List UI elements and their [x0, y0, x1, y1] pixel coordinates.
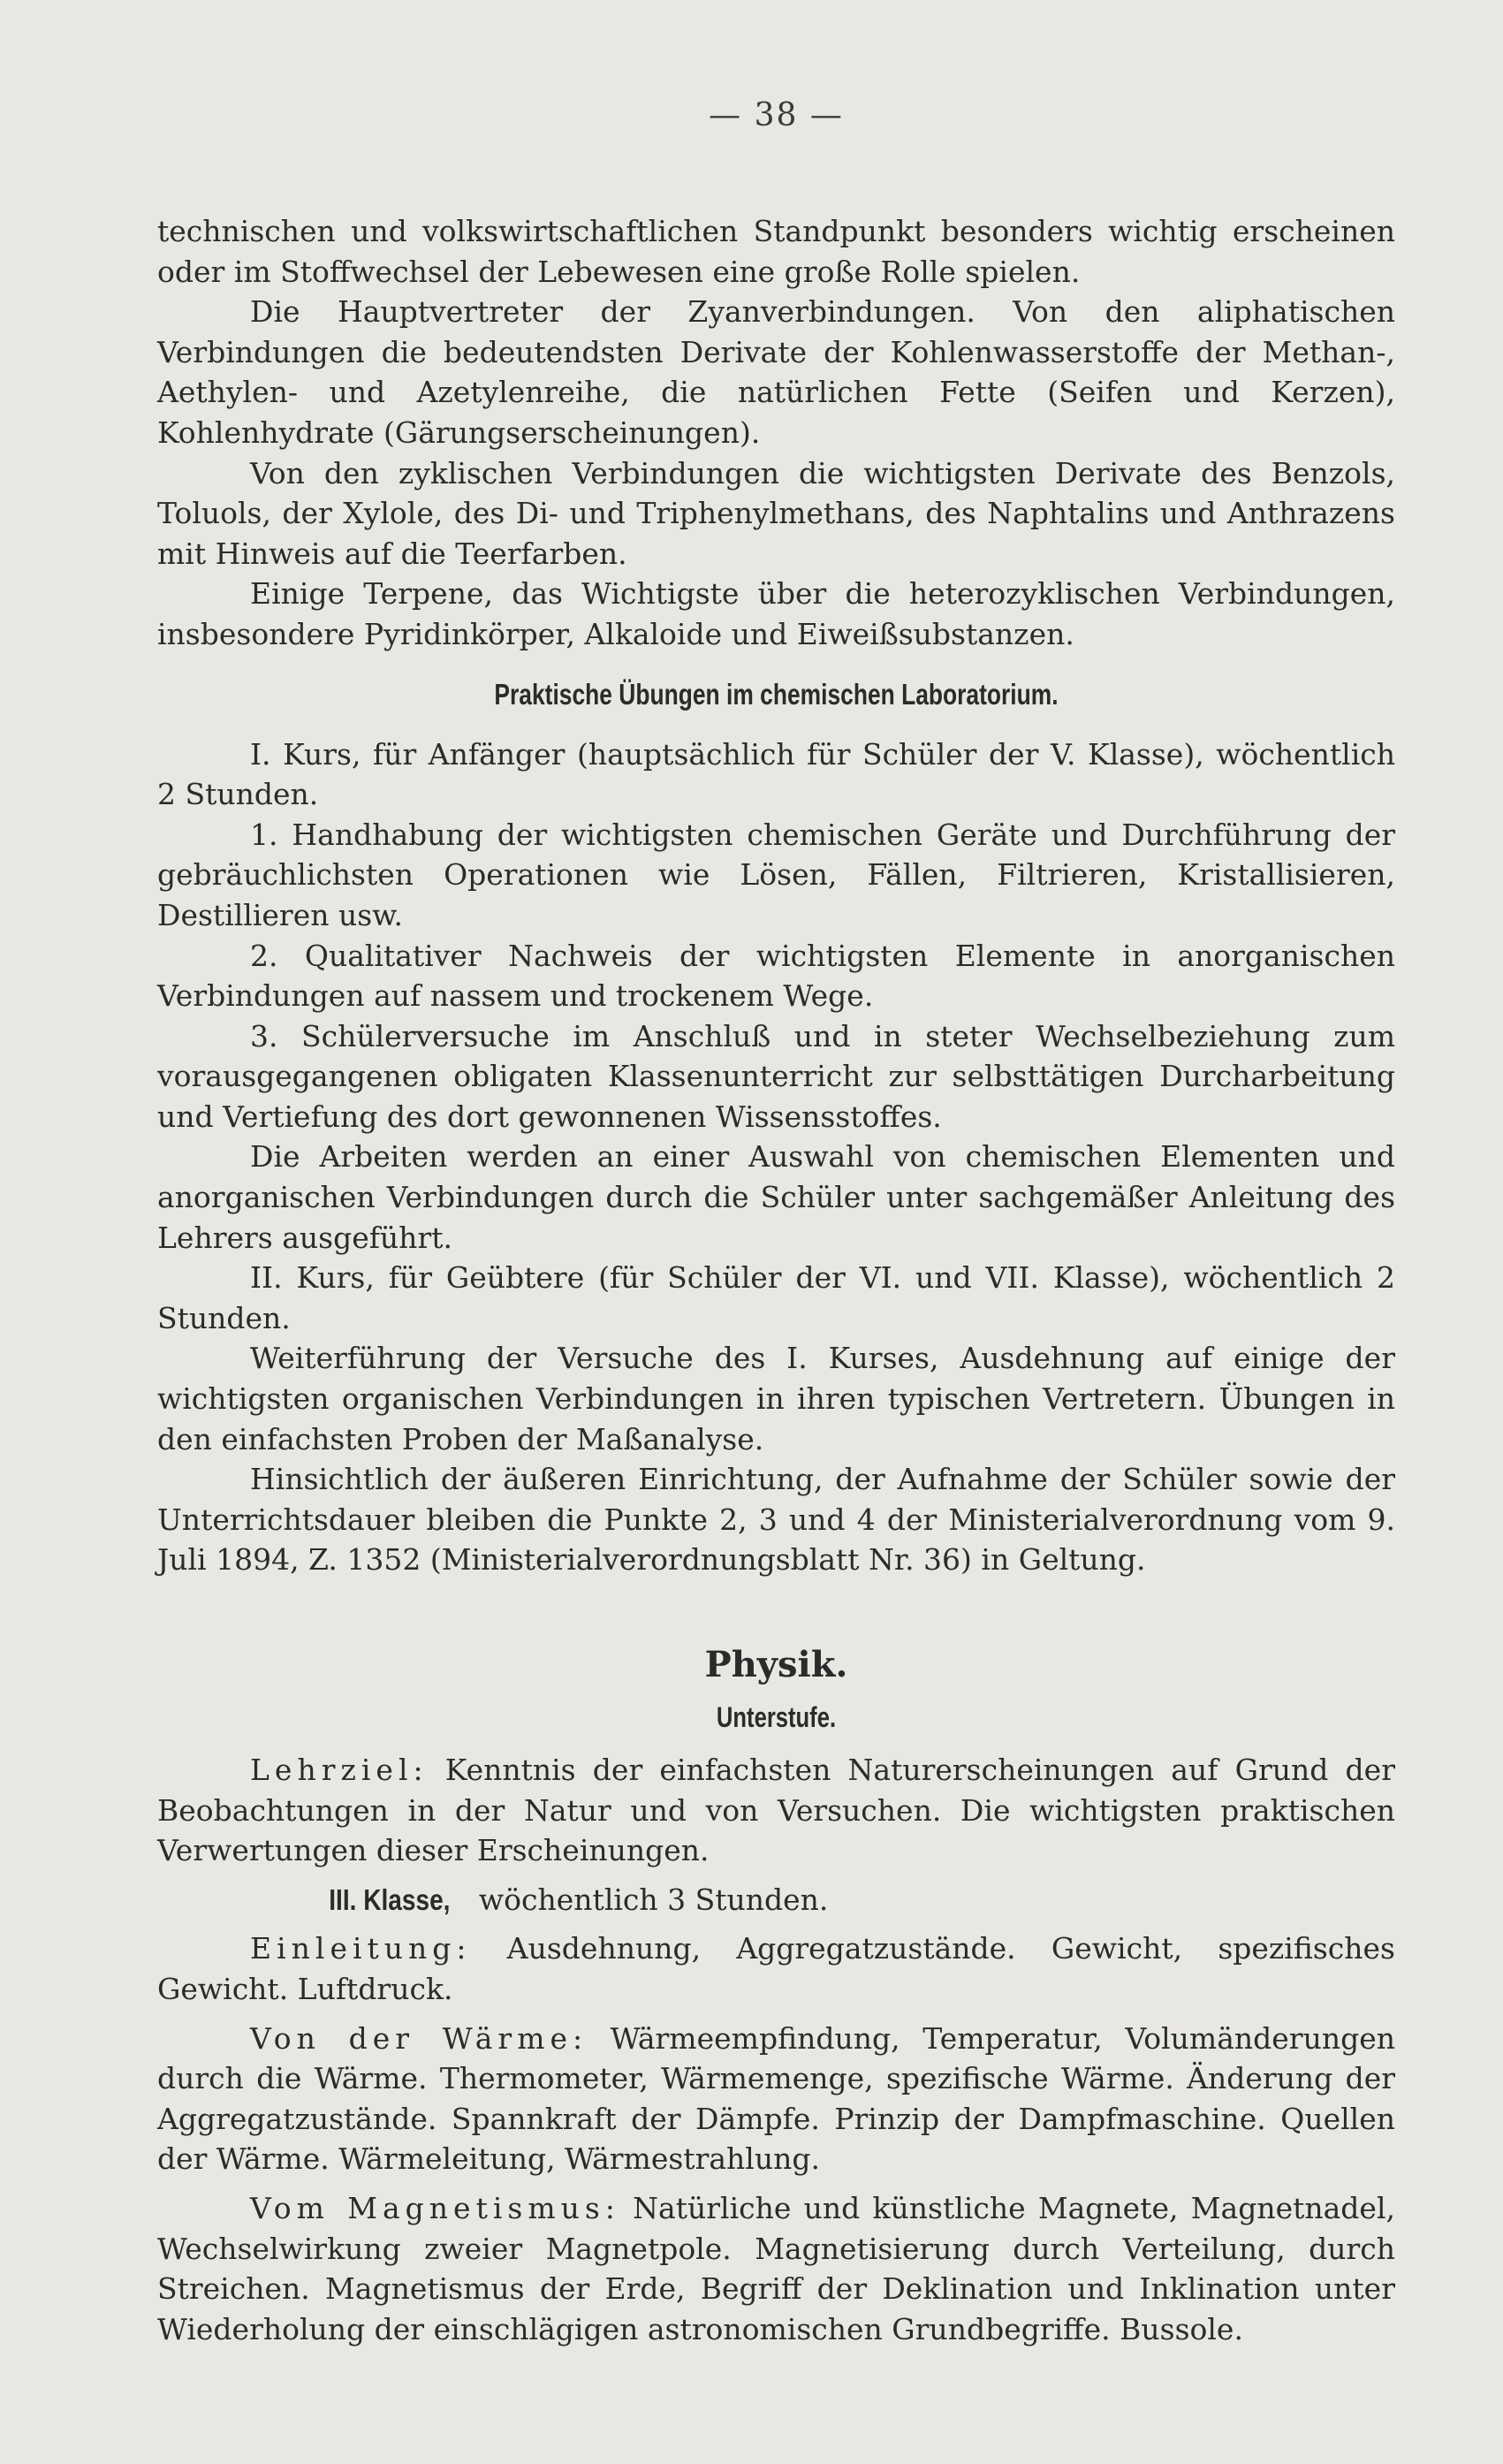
subheading-unterstufe: Unterstufe. [716, 1701, 837, 1733]
paragraph-magnetismus [157, 2188, 1395, 2349]
paragraph-class-iii [157, 1880, 1395, 1920]
paragraph-item-1: 1. Handhabung der wichtigsten chemischen Geräte und Durchführung der gebräuchlichsten Operationen wie Lösen, Fällen, Filtrieren, Kristallisieren, Destillieren usw. [157, 817, 1395, 932]
text-class-iii: wöchentlich 3 Stunden. [469, 1882, 829, 1917]
label-class-iii: III. Klasse, [329, 1882, 451, 1916]
paragraph-item-3: 3. Schülerversuche im Anschluß und in steter Wechselbeziehung zum vorausgegangenen obligaten Klassenunterricht zur selbsttätigen Durcharbeitung und Vertiefung des dort gewonnenen Wissensstoffes. [157, 1018, 1395, 1134]
paragraph-lehrziel [157, 1750, 1395, 1871]
paragraph-work: Die Arbeiten werden an einer Auswahl von chemischen Elementen und anorganischen Verbindungen durch die Schüler unter sachgemäßer Anleitung des Lehrers ausgeführt. [157, 1139, 1395, 1255]
paragraph-regulation: Hinsichtlich der äußeren Einrichtung, der Aufnahme der Schüler sowie der Unterrichtsdauer bleiben die Punkte 2, 3 und 4 der Ministerialverordnung vom 9. Juli 1894, Z. 1352 (Ministerialverordnungsblatt Nr. 36) in Geltung. [157, 1462, 1395, 1578]
page-number: — 38 — [709, 97, 844, 133]
paragraph-zyklische-verbindungen: Von den zyklischen Verbindungen die wichtigsten Derivate des Benzols, Toluols, der Xylole, des Di- und Triphenylmethans, des Naphtalins und Anthrazens mit Hinweis auf die Teerfarben. [157, 455, 1395, 571]
text-waerme: Wärmeempfindung, Temperatur, Volumänderungen durch die Wärme. Thermometer, Wärmemenge, spezifische Wärme. Änderung der Aggregatzustände. Spannkraft der Dämpfe. Prinzip der Dampfmaschine. Quellen der Wärme. Wärmeleitung, Wärmestrahlung. [157, 2020, 1395, 2177]
label-waerme: Von der Wärme: [250, 2020, 588, 2056]
label-magnetismus: Vom Magnetismus: [250, 2190, 620, 2225]
text-einleitung: Ausdehnung, Aggregatzustände. Gewicht, spezifisches Gewicht. Luftdruck. [157, 1931, 1395, 2006]
paragraph-course-2: II. Kurs, für Geübtere (für Schüler der VI. und VII. Klasse), wöchentlich 2 Stunden. [157, 1260, 1395, 1335]
text-magnetismus: Natürliche und künstliche Magnete, Magnetnadel, Wechselwirkung zweier Magnetpole. Magnetisierung durch Verteilung, durch Streichen. Magnetismus der Erde, Begriff der Deklination und Inklination unter Wiederholung der einschlägigen astronomischen Grundbegriffe. Bussole. [157, 2190, 1396, 2346]
paragraph-course-1: I. Kurs, für Anfänger (hauptsächlich für Schüler der V. Klasse), wöchentlich 2 Stunden. [157, 736, 1395, 812]
paragraph-continuation: technischen und volkswirtschaftlichen Standpunkt besonders wichtig erscheinen oder im Stoffwechsel der Lebewesen eine große Rolle spielen. [157, 214, 1395, 289]
section-heading-practical-exercises: Praktische Übungen im chemischen Laboratorium. [494, 677, 1059, 711]
paragraph-waerme [157, 2019, 1395, 2179]
paragraph-continuation-course-2: Weiterführung der Versuche des I. Kurses, Ausdehnung auf einige der wichtigsten organischen Verbindungen in ihren typischen Vertretern. Übungen in den einfachsten Proben der Maßanalyse. [157, 1341, 1395, 1456]
label-einleitung: Einleitung: [250, 1931, 472, 1966]
paragraph-einleitung [157, 1928, 1395, 2009]
paragraph-zyanverbindungen: Die Hauptvertreter der Zyanverbindungen. Von den aliphatischen Verbindungen die bedeutendsten Derivate der Kohlenwasserstoffe der Methan-, Aethylen- und Azetylenreihe, die natürlichen Fette (Seifen und Kerzen), Kohlenhydrate (Gärungserscheinungen). [157, 294, 1395, 450]
text-lehrziel: Kenntnis der einfachsten Naturerscheinungen auf Grund der Beobachtungen in der Natur und von Versuchen. Die wichtigsten praktischen Verwertungen dieser Erscheinungen. [157, 1753, 1395, 1868]
section-heading-physics: Physik. [704, 1644, 848, 1685]
paragraph-item-2: 2. Qualitativer Nachweis der wichtigsten Elemente in anorganischen Verbindungen auf nassem und trockenem Wege. [157, 938, 1395, 1014]
paragraph-terpene: Einige Terpene, das Wichtigste über die heterozyklischen Verbindungen, insbesondere Pyridinkörper, Alkaloide und Eiweißsubstanzen. [157, 576, 1395, 651]
label-lehrziel: Lehrziel: [250, 1753, 429, 1787]
